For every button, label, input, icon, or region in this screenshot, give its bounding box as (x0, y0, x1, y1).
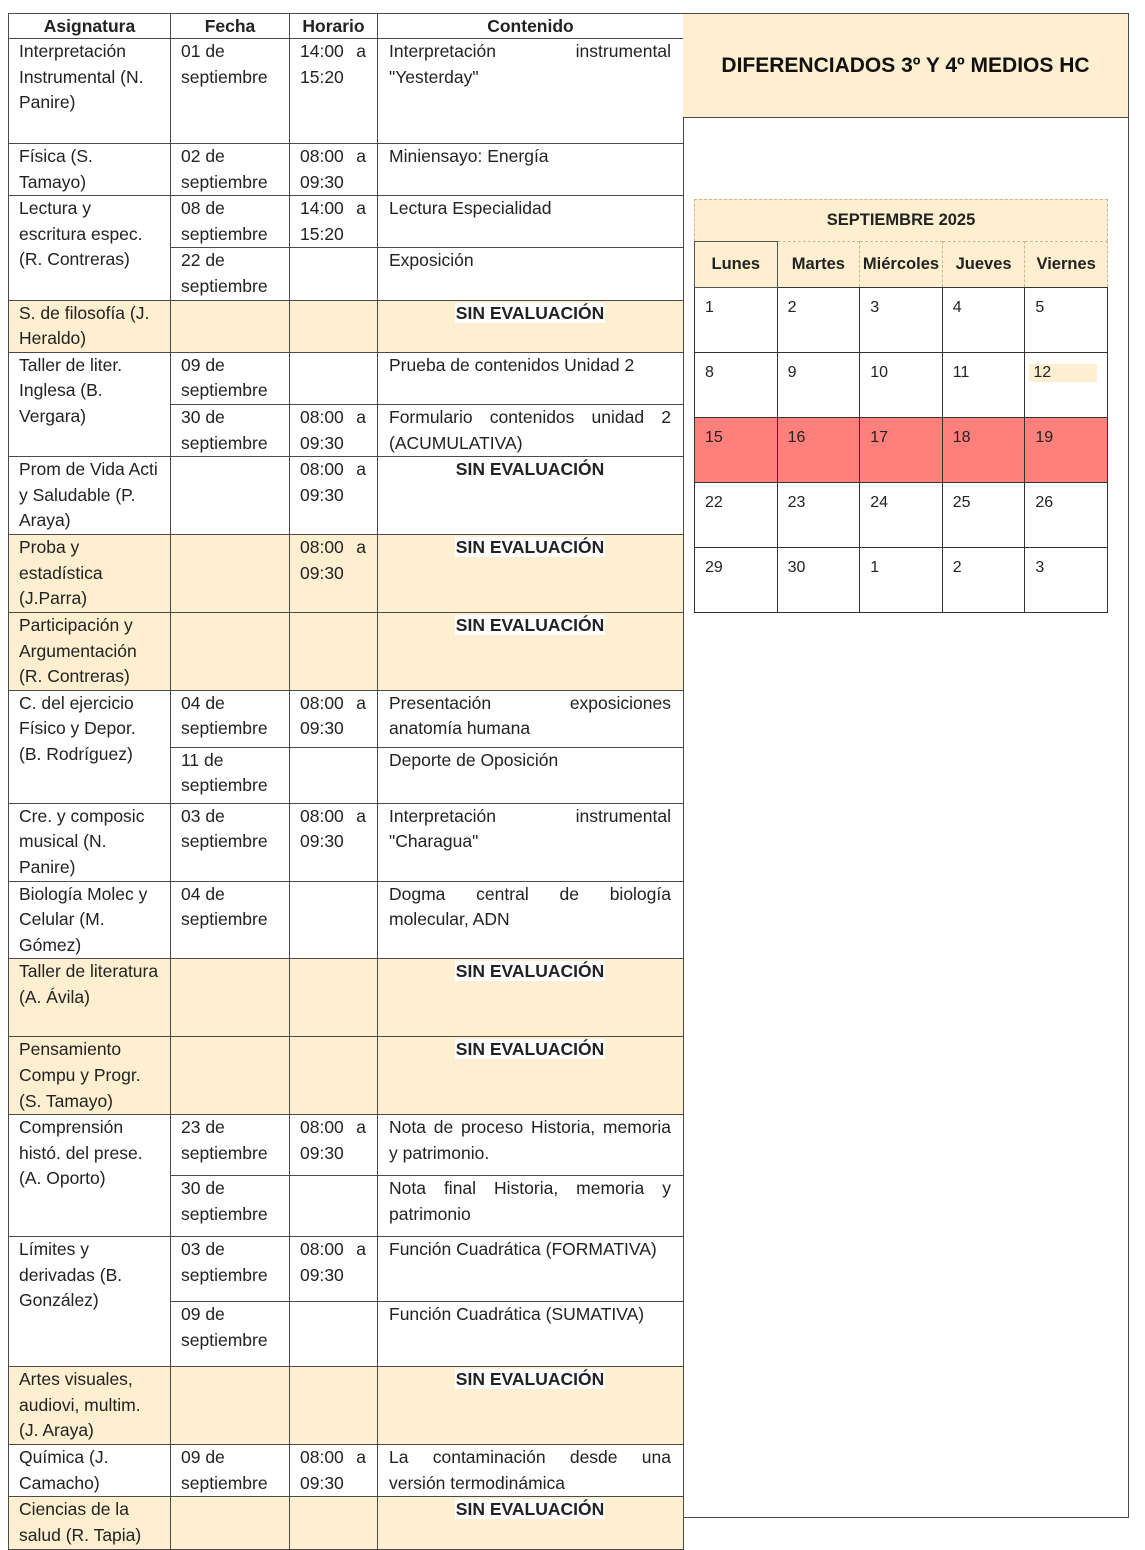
time-cell (290, 747, 378, 803)
time-cell (290, 300, 378, 352)
date-cell (171, 457, 290, 535)
time-cell: 08:00 a 09:30 (290, 1445, 378, 1497)
time-cell (290, 881, 378, 959)
time-cell: 08:00 a 09:30 (290, 690, 378, 747)
subject-cell: Química (J. Camacho) (9, 1445, 171, 1497)
table-row (9, 39, 684, 144)
content-cell: Función Cuadrática (SUMATIVA) (378, 1302, 684, 1367)
table-row (9, 352, 684, 404)
time-cell (290, 248, 378, 300)
subject-cell: Prom de Vida Acti y Saludable (P. Araya) (9, 457, 171, 535)
content-cell: Función Cuadrática (FORMATIVA) (378, 1237, 684, 1302)
subject-cell: Pensamiento Compu y Progr. (S. Tamayo) (9, 1037, 171, 1115)
col-header-time: Horario (290, 14, 378, 39)
date-cell: 09 de septiembre (171, 1445, 290, 1497)
table-row (9, 534, 684, 612)
time-cell (290, 1037, 378, 1115)
time-cell (290, 1176, 378, 1237)
subject-cell: Cre. y composic musical (N. Panire) (9, 803, 171, 881)
time-cell (290, 959, 378, 1037)
calendar-week-row (695, 288, 1108, 353)
content-cell: La contaminación desde una versión termodinámica (378, 1445, 684, 1497)
calendar-day: 30 (777, 548, 860, 613)
calendar-day: 1 (860, 548, 943, 613)
time-cell (290, 1367, 378, 1445)
time-cell (290, 352, 378, 404)
calendar-day: 15 (695, 418, 778, 483)
content-cell (378, 612, 684, 690)
table-row (9, 803, 684, 881)
subject-cell: C. del ejercicio Físico y Depor. (B. Rodríguez) (9, 690, 171, 803)
date-cell (171, 1037, 290, 1115)
date-cell: 30 de septiembre (171, 1176, 290, 1237)
col-header-content: Contenido (378, 14, 684, 39)
table-row (9, 881, 684, 959)
calendar-day: 3 (1025, 548, 1108, 613)
date-cell: 23 de septiembre (171, 1115, 290, 1176)
status-badge: SIN EVALUACIÓN (455, 536, 605, 557)
content-cell: Prueba de contenidos Unidad 2 (378, 352, 684, 404)
calendar-grid (694, 241, 1108, 613)
col-header-subject: Asignatura (9, 14, 171, 39)
calendar-day: 24 (860, 483, 943, 548)
calendar-week-row (695, 353, 1108, 418)
status-badge: SIN EVALUACIÓN (455, 459, 605, 480)
content-cell (378, 1037, 684, 1115)
time-cell (290, 1497, 378, 1549)
calendar-day: 1 (695, 288, 778, 353)
content-cell: Formulario contenidos unidad 2 (ACUMULATIVA) (378, 404, 684, 456)
content-cell: Miniensayo: Energía (378, 144, 684, 196)
time-cell: 08:00 a 09:30 (290, 1237, 378, 1302)
content-cell: Dogma central de biología molecular, ADN (378, 881, 684, 959)
weekday-label: Viernes (1025, 242, 1108, 288)
status-badge: SIN EVALUACIÓN (455, 1499, 605, 1520)
table-row (9, 457, 684, 535)
date-cell: 08 de septiembre (171, 196, 290, 248)
status-badge: SIN EVALUACIÓN (455, 1369, 605, 1390)
date-cell: 03 de septiembre (171, 803, 290, 881)
time-cell: 14:00 a 15:20 (290, 39, 378, 144)
date-cell: 03 de septiembre (171, 1237, 290, 1302)
calendar-title: SEPTIEMBRE 2025 (694, 199, 1108, 241)
content-cell: Exposición (378, 248, 684, 300)
subject-cell: Taller de literatura (A. Ávila) (9, 959, 171, 1037)
table-row (9, 144, 684, 196)
subject-cell: Límites y derivadas (B. González) (9, 1237, 171, 1367)
subject-cell: Interpretación Instrumental (N. Panire) (9, 39, 171, 144)
calendar-day: 16 (777, 418, 860, 483)
date-cell (171, 1367, 290, 1445)
date-cell (171, 1497, 290, 1549)
calendar-day: 10 (860, 353, 943, 418)
page-title (683, 13, 1129, 118)
table-row (9, 959, 684, 1037)
calendar-day: 26 (1025, 483, 1108, 548)
date-cell (171, 612, 290, 690)
month-calendar (694, 199, 1108, 613)
content-cell (378, 959, 684, 1037)
content-cell: Lectura Especialidad (378, 196, 684, 248)
content-cell (378, 300, 684, 352)
table-row (9, 196, 684, 248)
time-cell (290, 1302, 378, 1367)
calendar-day-marked: 12 (1029, 364, 1097, 382)
time-cell: 14:00 a 15:20 (290, 196, 378, 248)
date-cell (171, 300, 290, 352)
time-cell: 08:00 a 09:30 (290, 1115, 378, 1176)
calendar-week-row (695, 483, 1108, 548)
subject-cell: Proba y estadística (J.Parra) (9, 534, 171, 612)
table-row (9, 1367, 684, 1445)
content-cell: Presentación exposiciones anatomía humana (378, 690, 684, 747)
schedule-table (8, 13, 684, 1550)
frame-border-bottom (683, 1517, 1129, 1518)
calendar-day (1025, 353, 1108, 418)
subject-cell: Taller de liter. Inglesa (B. Vergara) (9, 352, 171, 456)
time-cell: 08:00 a 09:30 (290, 534, 378, 612)
calendar-day: 22 (695, 483, 778, 548)
weekday-label: Jueves (942, 242, 1025, 288)
table-row (9, 1497, 684, 1549)
subject-cell: Física (S. Tamayo) (9, 144, 171, 196)
table-row (9, 1037, 684, 1115)
calendar-day: 17 (860, 418, 943, 483)
calendar-day: 3 (860, 288, 943, 353)
content-cell: Interpretación instrumental "Charagua" (378, 803, 684, 881)
calendar-day: 19 (1025, 418, 1108, 483)
date-cell: 04 de septiembre (171, 881, 290, 959)
date-cell: 09 de septiembre (171, 1302, 290, 1367)
date-cell (171, 959, 290, 1037)
calendar-day: 25 (942, 483, 1025, 548)
calendar-day: 18 (942, 418, 1025, 483)
content-cell (378, 1497, 684, 1549)
frame-border-right (1128, 118, 1129, 1518)
date-cell: 30 de septiembre (171, 404, 290, 456)
table-row (9, 1115, 684, 1176)
status-badge: SIN EVALUACIÓN (455, 614, 605, 635)
table-row (9, 1237, 684, 1302)
subject-cell: Lectura y escritura espec. (R. Contreras) (9, 196, 171, 300)
content-cell: Nota de proceso Historia, memoria y patrimonio. (378, 1115, 684, 1176)
time-cell: 08:00 a 09:30 (290, 144, 378, 196)
table-row (9, 300, 684, 352)
status-badge: SIN EVALUACIÓN (455, 1039, 605, 1060)
calendar-day: 5 (1025, 288, 1108, 353)
weekday-label: Martes (777, 242, 860, 288)
date-cell: 22 de septiembre (171, 248, 290, 300)
content-cell: Interpretación instrumental "Yesterday" (378, 39, 684, 144)
content-cell (378, 1367, 684, 1445)
table-row (9, 612, 684, 690)
calendar-weekday-row (695, 242, 1108, 288)
calendar-week-row (695, 548, 1108, 613)
content-cell: Nota final Historia, memoria y patrimonio (378, 1176, 684, 1237)
calendar-day: 23 (777, 483, 860, 548)
calendar-day: 4 (942, 288, 1025, 353)
time-cell: 08:00 a 09:30 (290, 803, 378, 881)
calendar-day: 8 (695, 353, 778, 418)
col-header-date: Fecha (171, 14, 290, 39)
date-cell: 11 de septiembre (171, 747, 290, 803)
calendar-day: 29 (695, 548, 778, 613)
subject-cell: Biología Molec y Celular (M. Gómez) (9, 881, 171, 959)
table-row (9, 1445, 684, 1497)
date-cell: 01 de septiembre (171, 39, 290, 144)
weekday-label: Lunes (695, 242, 778, 288)
date-cell: 04 de septiembre (171, 690, 290, 747)
page-title-text: DIFERENCIADOS 3º Y 4º MEDIOS HC (721, 53, 1090, 77)
subject-cell: Ciencias de la salud (R. Tapia) (9, 1497, 171, 1549)
table-row (9, 690, 684, 747)
content-cell: Deporte de Oposición (378, 747, 684, 803)
date-cell (171, 534, 290, 612)
time-cell: 08:00 a 09:30 (290, 457, 378, 535)
calendar-day: 11 (942, 353, 1025, 418)
content-cell (378, 457, 684, 535)
content-cell (378, 534, 684, 612)
time-cell: 08:00 a 09:30 (290, 404, 378, 456)
weekday-label: Miércoles (860, 242, 943, 288)
date-cell: 02 de septiembre (171, 144, 290, 196)
time-cell (290, 612, 378, 690)
subject-cell: Participación y Argumentación (R. Contreras) (9, 612, 171, 690)
calendar-day: 9 (777, 353, 860, 418)
subject-cell: S. de filosofía (J. Heraldo) (9, 300, 171, 352)
status-badge: SIN EVALUACIÓN (455, 961, 605, 982)
calendar-day: 2 (777, 288, 860, 353)
calendar-day: 2 (942, 548, 1025, 613)
calendar-week-row-highlighted (695, 418, 1108, 483)
subject-cell: Comprensión histó. del prese. (A. Oporto) (9, 1115, 171, 1237)
date-cell: 09 de septiembre (171, 352, 290, 404)
subject-cell: Artes visuales, audiovi, multim. (J. Araya) (9, 1367, 171, 1445)
status-badge: SIN EVALUACIÓN (455, 302, 605, 323)
table-header-row (9, 14, 684, 39)
